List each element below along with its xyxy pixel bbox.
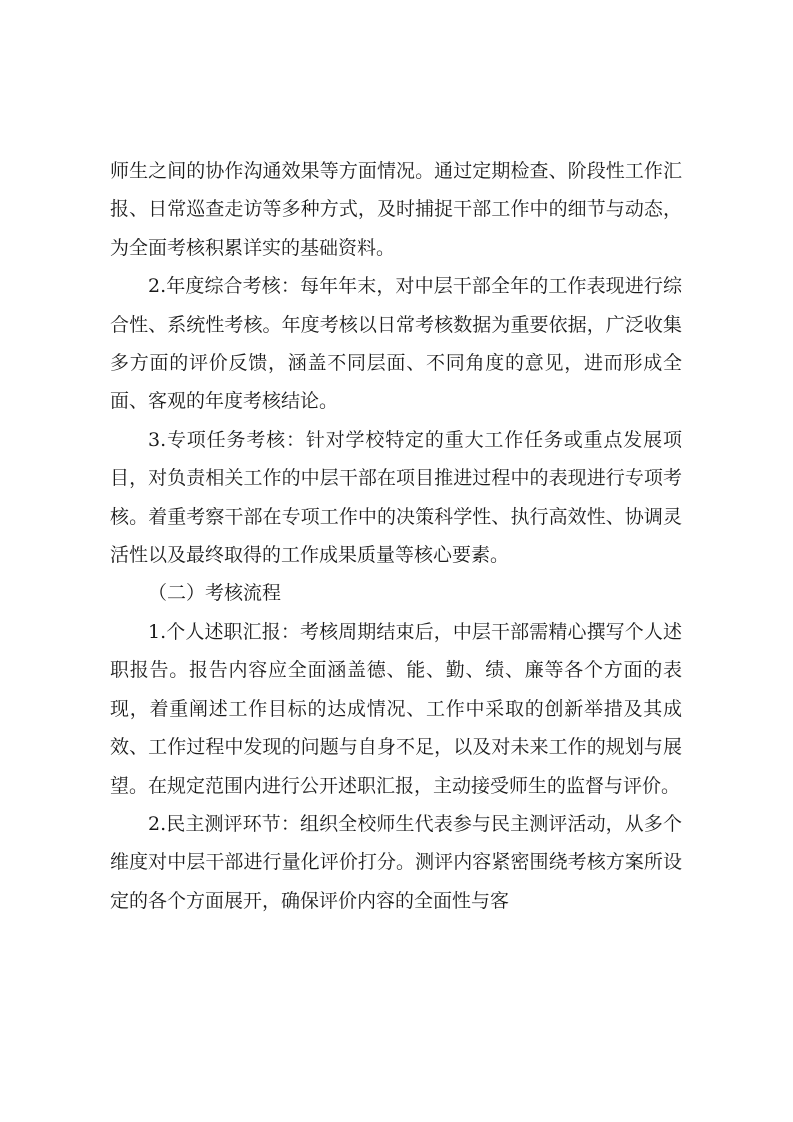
- paragraph-continuation: 师生之间的协作沟通效果等方面情况。通过定期检查、阶段性工作汇报、日常巡查走访等多种方式，及时捕捉干部工作中的细节与动态，为全面考核积累详实的基础资料。: [110, 160, 682, 259]
- section-heading-assessment-process: （二）考核流程: [148, 582, 282, 605]
- document-body: [110, 152, 682, 920]
- paragraph-annual-assessment: 2.年度综合考核：每年年末，对中层干部全年的工作表现进行综合性、系统性考核。年度考核以日常考核数据为重要依据，广泛收集多方面的评价反馈，涵盖不同层面、不同角度的意见，进而形成全面、客观的年度考核结论。: [110, 275, 682, 413]
- paragraph-democratic-evaluation: 2.民主测评环节：组织全校师生代表参与民主测评活动，从多个维度对中层干部进行量化评价打分。测评内容紧密围绕考核方案所设定的各个方面展开，确保评价内容的全面性与客: [110, 812, 682, 912]
- paragraph-special-task-assessment: 3.专项任务考核：针对学校特定的重大工作任务或重点发展项目，对负责相关工作的中层干部在项目推进过程中的表现进行专项考核。着重考察干部在专项工作中的决策科学性、执行高效性、协调灵活性以及最终取得的工作成果质量等核心要素。: [110, 428, 682, 567]
- paragraph-personal-report: 1.个人述职汇报：考核周期结束后，中层干部需精心撰写个人述职报告。报告内容应全面涵盖德、能、勤、绩、廉等各个方面的表现，着重阐述工作目标的达成情况、工作中采取的创新举措及其成效、工作过程中发现的问题与自身不足，以及对未来工作的规划与展望。在规定范围内进行公开述职汇报，主动接受师生的监督与评价。: [110, 620, 682, 797]
